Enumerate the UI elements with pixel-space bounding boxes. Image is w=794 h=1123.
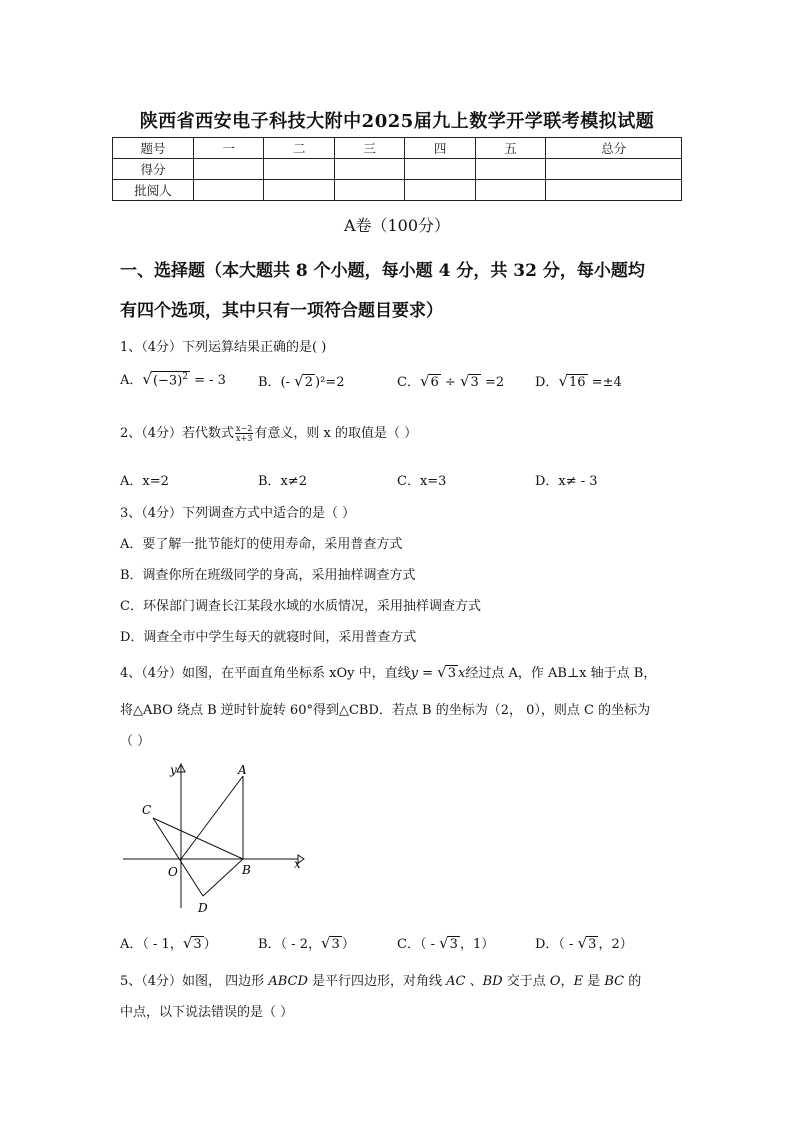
sqrt-icon: √	[419, 372, 430, 390]
score-header-cell: 三	[334, 138, 404, 159]
score-cell	[546, 159, 682, 180]
q1-option-d	[535, 371, 622, 390]
sqrt-icon: √	[558, 372, 568, 390]
score-cell	[264, 180, 334, 201]
score-cell	[194, 159, 264, 180]
q4-b-pre: B．（ - 2，	[258, 937, 321, 952]
sqrt-icon: √	[294, 372, 304, 390]
score-header-cell: 一	[194, 138, 264, 159]
q5-var: E	[573, 974, 584, 989]
score-cell	[475, 159, 545, 180]
q4-eq-equals: =	[418, 666, 438, 681]
q4-b-post: ）	[341, 937, 355, 952]
q4-option-c	[397, 933, 494, 952]
q2-stem-post: 有意义，则 x 的取值是（ ）	[254, 426, 418, 441]
q4-line2: 将△ABO 绕点 B 逆时针旋转 60°得到△CBD．若点 B 的坐标为（2， 0），则点 C 的坐标为	[120, 703, 651, 718]
q4-c-pre: C．（ -	[397, 937, 440, 952]
q1-a-tail: = - 3	[190, 373, 226, 388]
q3-option-b: B．调查你所在班级同学的身高，采用抽样调查方式	[120, 568, 416, 583]
q4-line3: （ ）	[120, 734, 151, 749]
q1-option-b	[258, 371, 344, 390]
q4-line1-pre: 4、（4分）如图，在平面直角坐标系 xOy 中，直线	[120, 666, 411, 681]
label-D: D	[198, 901, 208, 915]
score-table-row	[113, 159, 682, 180]
q3-option-d: D．调查全市中学生每天的就寝时间，采用普查方式	[120, 630, 417, 645]
q2-option-c: C．x=3	[397, 474, 447, 489]
q1-d-label: D．	[535, 375, 559, 390]
sqrt-icon: √	[142, 370, 152, 388]
q5-text: 是	[583, 974, 605, 989]
q4-option-a	[120, 933, 217, 952]
q2-option-d: D．x≠ - 3	[535, 474, 598, 489]
q2-frac-num: x−2	[236, 424, 253, 433]
label-O: O	[168, 865, 178, 879]
score-cell	[475, 180, 545, 201]
q4-option-b	[258, 933, 355, 952]
q5-line2: 中点，以下说法错误的是（ ）	[120, 1005, 294, 1020]
score-cell	[334, 180, 404, 201]
q4-line1-post: 经过点 A，作 AB⊥x 轴于点 B，	[465, 666, 657, 681]
q1-a-exponent: 2	[182, 371, 188, 382]
section-a-heading: A卷（100分）	[343, 216, 451, 235]
q4-eq-x: x	[458, 666, 466, 681]
score-header-cell: 总分	[546, 138, 682, 159]
q5-var: AC	[446, 974, 466, 989]
segment-DB	[203, 859, 243, 896]
q1-c-label: C．	[397, 375, 420, 390]
q4-figure	[118, 756, 308, 916]
q4-b-radicand: 3	[331, 937, 340, 952]
score-cell	[405, 159, 475, 180]
q1-a-base: (−3)	[152, 373, 183, 388]
q2-stem	[120, 422, 417, 443]
label-x: x	[294, 857, 301, 871]
label-C: C	[142, 803, 152, 817]
q5-text: 5、（4分）如图， 四边形	[120, 974, 269, 989]
q3-option-c: C．环保部门调查长江某段水域的水质情况，采用抽样调查方式	[120, 599, 481, 614]
q4-d-post: ，2）	[598, 937, 633, 952]
q2-fraction	[235, 424, 253, 443]
q2-option-b: B．x≠2	[258, 474, 308, 489]
sqrt-icon: √	[459, 372, 470, 390]
q5-text: 交于点	[502, 974, 550, 989]
q4-d-pre: D．（ -	[535, 937, 578, 952]
q4-c-post: ，1）	[459, 937, 495, 952]
q1-c-radicand2: 3	[470, 375, 479, 390]
q4-a-radicand: 3	[193, 937, 202, 952]
score-header-cell: 二	[264, 138, 334, 159]
sqrt-icon: √	[182, 934, 193, 952]
score-table-header-row	[113, 138, 682, 159]
score-cell	[264, 159, 334, 180]
q5-text: ，	[560, 974, 574, 989]
score-row-label: 批阅人	[113, 180, 194, 201]
q5-line1	[120, 970, 641, 989]
q4-line1	[120, 662, 656, 681]
q5-text: 的	[624, 974, 642, 989]
exam-title: 陕西省西安电子科技大附中2025届九上数学开学联考模拟试题	[139, 111, 655, 132]
score-row-label: 得分	[113, 159, 194, 180]
q1-d-tail: =±4	[587, 375, 622, 390]
q4-option-d	[535, 933, 633, 952]
sqrt-icon: √	[437, 663, 447, 681]
score-table	[112, 137, 682, 201]
q5-text: 是平行四边形，对角线	[307, 974, 447, 989]
q2-option-a: A．x=2	[120, 474, 169, 489]
q5-var: BC	[604, 974, 625, 989]
q5-var: BD	[482, 974, 503, 989]
q1-b-label: B．	[258, 375, 281, 390]
q1-b-head: (-	[280, 375, 295, 390]
q4-eq-y: y	[410, 666, 418, 681]
label-B: B	[242, 863, 251, 877]
q1-b-tail: )²=2	[315, 375, 345, 390]
q3-stem: 3、（4分）下列调查方式中适合的是（ ）	[120, 506, 356, 521]
label-y: y	[170, 763, 177, 777]
q1-c-div: ÷	[440, 375, 460, 390]
label-A: A	[238, 763, 247, 777]
score-header-cell: 四	[405, 138, 475, 159]
q2-stem-pre: 2、（4分）若代数式	[120, 426, 235, 441]
sqrt-icon: √	[439, 934, 449, 952]
score-cell	[405, 180, 475, 201]
q1-option-c	[397, 371, 504, 390]
q4-c-radicand: 3	[449, 937, 458, 952]
score-cell	[194, 180, 264, 201]
score-cell	[334, 159, 404, 180]
q4-a-pre: A．（ - 1，	[120, 937, 183, 952]
q1-a-radicand	[151, 371, 190, 388]
q1-a-label: A．	[120, 373, 143, 388]
q5-var: ABCD	[268, 974, 308, 989]
q1-b-radicand: 2	[304, 375, 314, 390]
q5-text: 、	[465, 974, 483, 989]
q5-var: O	[549, 974, 561, 989]
sqrt-icon: √	[577, 934, 588, 952]
q1-d-radicand: 16	[569, 375, 586, 390]
q1-stem: 1、（4分）下列运算结果正确的是( )	[120, 340, 327, 355]
q1-option-a	[120, 369, 226, 388]
segment-OA	[181, 776, 243, 859]
score-table-row	[113, 180, 682, 201]
q4-d-radicand: 3	[588, 937, 597, 952]
q3-option-a: A．要了解一批节能灯的使用寿命，采用普查方式	[120, 537, 403, 552]
section-heading-line1: 一、选择题（本大题共 8 个小题，每小题 4 分，共 32 分，每小题均	[120, 261, 645, 281]
q4-a-post: ）	[203, 937, 217, 952]
score-header-cell: 五	[475, 138, 545, 159]
q2-frac-den: x+3	[236, 434, 253, 443]
score-cell	[546, 180, 682, 201]
q1-c-radicand1: 6	[430, 375, 439, 390]
sqrt-icon: √	[320, 934, 331, 952]
score-header-cell: 题号	[113, 138, 194, 159]
q1-c-tail: =2	[480, 375, 505, 390]
q4-eq-radicand: 3	[447, 666, 457, 681]
section-heading-line2: 有四个选项，其中只有一项符合题目要求）	[120, 301, 443, 321]
